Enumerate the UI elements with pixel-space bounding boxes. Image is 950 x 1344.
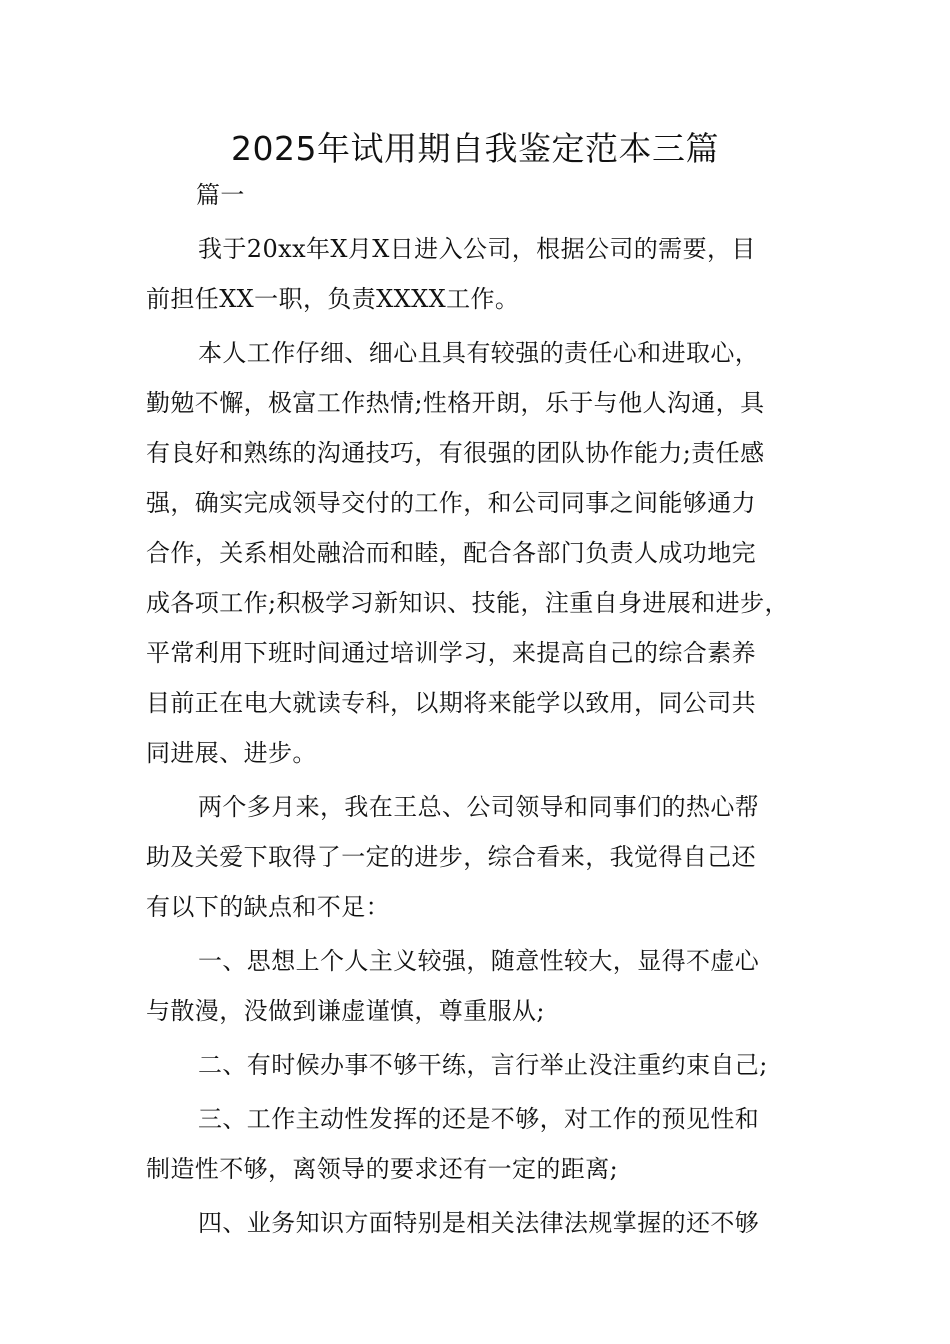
document-title: 2025年试用期自我鉴定范本三篇 [231, 129, 719, 168]
paragraph-line: 有良好和熟练的沟通技巧，有很强的团队协作能力;责任感 [146, 439, 765, 467]
paragraph-line: 三、工作主动性发挥的还是不够，对工作的预见性和 [198, 1105, 760, 1133]
paragraph-3 [146, 782, 814, 932]
paragraph-line: 与散漫，没做到谦虚谨慎，尊重服从; [146, 997, 545, 1025]
paragraph-line: 两个多月来，我在王总、公司领导和同事们的热心帮 [198, 793, 760, 821]
paragraph-line: 目前正在电大就读专科，以期将来能学以致用，同公司共 [146, 689, 756, 717]
paragraph-7 [146, 1198, 814, 1248]
paragraph-line: 同进展、进步。 [146, 739, 317, 767]
paragraph-1 [146, 224, 814, 324]
paragraph-line: 强，确实完成领导交付的工作，和公司同事之间能够通力 [146, 489, 756, 517]
paragraph-4 [146, 936, 814, 1036]
paragraph-line: 平常利用下班时间通过培训学习，来提高自己的综合素养 [146, 639, 756, 667]
paragraph-line: 制造性不够，离领导的要求还有一定的距离; [146, 1155, 619, 1183]
paragraph-line: 二、有时候办事不够干练，言行举止没注重约束自己; [198, 1051, 768, 1079]
paragraph-line: 助及关爱下取得了一定的进步，综合看来，我觉得自己还 [146, 843, 756, 871]
paragraph-line: 前担任XX一职，负责XXXX工作。 [146, 285, 520, 313]
paragraph-line: 成各项工作;积极学习新知识、技能，注重自身进展和进步， [146, 589, 789, 617]
paragraph-line: 勤勉不懈，极富工作热情;性格开朗，乐于与他人沟通，具 [146, 389, 765, 417]
paragraph-line: 有以下的缺点和不足： [146, 893, 390, 921]
paragraph-line: 四、业务知识方面特别是相关法律法规掌握的还不够 [198, 1209, 760, 1237]
document-body [146, 170, 814, 1248]
paragraph-2 [146, 328, 814, 778]
paragraph-line: 一、思想上个人主义较强，随意性较大，显得不虚心 [198, 947, 760, 975]
paragraph-6 [146, 1094, 814, 1194]
paragraph-line: 我于20xx年X月X日进入公司，根据公司的需要，目 [198, 235, 756, 263]
section-label: 篇一 [196, 181, 245, 209]
paragraph-5 [146, 1040, 814, 1090]
paragraph-line: 本人工作仔细、细心且具有较强的责任心和进取心， [198, 339, 760, 367]
paragraph-line: 合作，关系相处融洽而和睦，配合各部门负责人成功地完 [146, 539, 756, 567]
